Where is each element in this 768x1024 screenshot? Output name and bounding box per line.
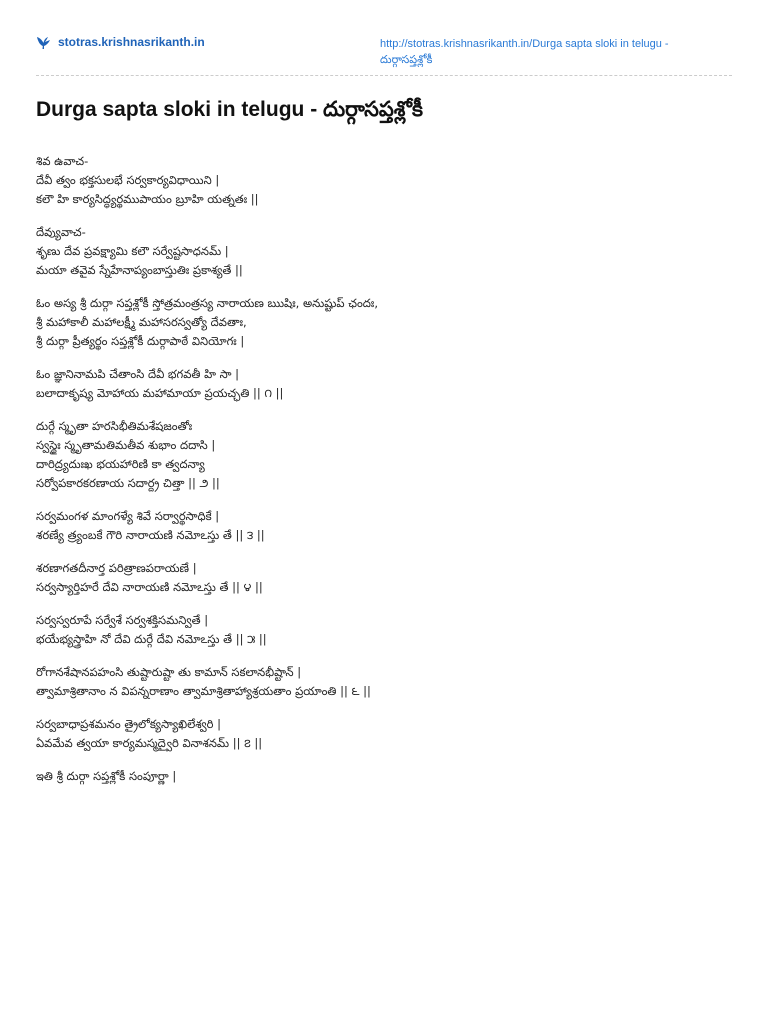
page-url-link[interactable]: http://stotras.krishnasrikanth.in/Durga sapta sloki in telugu - దుర్గాసప్తశ్లోకీ bbox=[380, 38, 669, 66]
verse-line: ఇతి శ్రీ దుర్గా సప్తశ్లోకీ సంపూర్ణా | bbox=[36, 769, 177, 783]
verse-line: ఓం జ్ఞానినామపి చేతాంసి దేవీ భగవతీ హి సా | bbox=[36, 367, 239, 381]
verse-line: సర్వస్వరూపే సర్వేశే సర్వశక్తిసమన్వితే | bbox=[36, 613, 209, 627]
verse-line: దేవ్యువాచ- bbox=[36, 225, 86, 239]
verse-line: బలాదాకృష్య మోహాయ మహామాయా ప్రయచ్ఛతి || ౧ || bbox=[36, 386, 284, 400]
verse-line: శరణాగతదీనార్త పరిత్రాణపరాయణే | bbox=[36, 561, 197, 575]
stanza bbox=[36, 611, 726, 649]
verse-line: సర్వోపకారకరణాయ సదార్ద్ర చిత్తా || ౨ || bbox=[36, 476, 220, 490]
stanza bbox=[36, 294, 726, 351]
verse-line: కలౌ హి కార్యసిద్ధ్యర్థముపాయం బ్రూహి యత్నతః || bbox=[36, 192, 259, 206]
verse-line: త్వామాశ్రితానాం న విపన్నరాణాం త్వామాశ్రితాహ్యాశ్రయతాం ప్రయాంతి || ౬ || bbox=[36, 684, 371, 698]
verse-line: సర్వబాధాప్రశమనం త్రైలోక్యస్యాఖిలేశ్వరి | bbox=[36, 717, 221, 731]
verse-line: ఓం అస్య శ్రీ దుర్గా సప్తశ్లోకీ స్తోత్రమంత్రస్య నారాయణ ఋషిః, అనుష్టుప్ ఛందః, bbox=[36, 296, 378, 310]
verse-line: దుర్గే స్మృతా హరసిభీతిమశేషజంతోః bbox=[36, 419, 193, 433]
verse-line: దేవీ త్వం భక్తసులభే సర్వకార్యవిధాయిని | bbox=[36, 173, 220, 187]
header-divider bbox=[36, 75, 732, 76]
verse-line: భయేభ్యస్త్రాహి నో దేవి దుర్గే దేవి నమోఽస్తు తే || ౫ || bbox=[36, 632, 267, 646]
stanza bbox=[36, 152, 726, 209]
stanza bbox=[36, 767, 726, 786]
verse-line: మయా తవైవ స్నేహేనాప్యంబాస్తుతిః ప్రకాశ్యతే || bbox=[36, 263, 243, 277]
verse-line: శరణ్యే త్ర్యంబకే గౌరి నారాయణి నమోఽస్తు తే || ౩ || bbox=[36, 528, 265, 542]
verse-line: స్వస్థైః స్మృతామతిమతీవ శుభాం దదాసి | bbox=[36, 438, 216, 452]
page-header bbox=[36, 34, 732, 74]
page-title: Durga sapta sloki in telugu - దుర్గాసప్తశ్లోకీ bbox=[36, 98, 423, 121]
stanza bbox=[36, 507, 726, 545]
stanza bbox=[36, 663, 726, 701]
bird-icon bbox=[36, 34, 52, 50]
verse-line: ఏవమేవ త్వయా కార్యమస్మద్వైరి వినాశనమ్ || ౭ || bbox=[36, 736, 263, 750]
verse-line: సర్వస్యార్తిహరే దేవి నారాయణి నమోఽస్తు తే || ౪ || bbox=[36, 580, 263, 594]
verse-line: శ్రీ మహాకాలీ మహాలక్ష్మీ మహాసరస్వత్యో దేవతాః, bbox=[36, 315, 247, 329]
stanza bbox=[36, 715, 726, 753]
stanza bbox=[36, 365, 726, 403]
stanza bbox=[36, 223, 726, 280]
stanza bbox=[36, 559, 726, 597]
verse-line: శ్రీ దుర్గా ప్రీత్యర్థం సప్తశ్లోకీ దుర్గాపాఠే వినియోగః | bbox=[36, 334, 245, 348]
verse-line: సర్వమంగళ మాంగళ్యే శివే సర్వార్థసాధికే | bbox=[36, 509, 220, 523]
stotra-content bbox=[36, 152, 726, 800]
site-link[interactable] bbox=[36, 34, 205, 50]
verse-line: దారిద్ర్యదుఃఖ భయహారిణి కా త్వదన్యా bbox=[36, 457, 205, 471]
site-name: stotras.krishnasrikanth.in bbox=[58, 35, 205, 49]
verse-line: రోగానశేషానపహంసి తుష్టారుష్టా తు కామాన్ సకలానభీష్టాన్ | bbox=[36, 665, 302, 679]
stanza bbox=[36, 417, 726, 493]
verse-line: శివ ఉవాచ- bbox=[36, 154, 89, 168]
verse-line: శృణు దేవ ప్రవక్ష్యామి కలౌ సర్వేష్టసాధనమ్ | bbox=[36, 244, 229, 258]
